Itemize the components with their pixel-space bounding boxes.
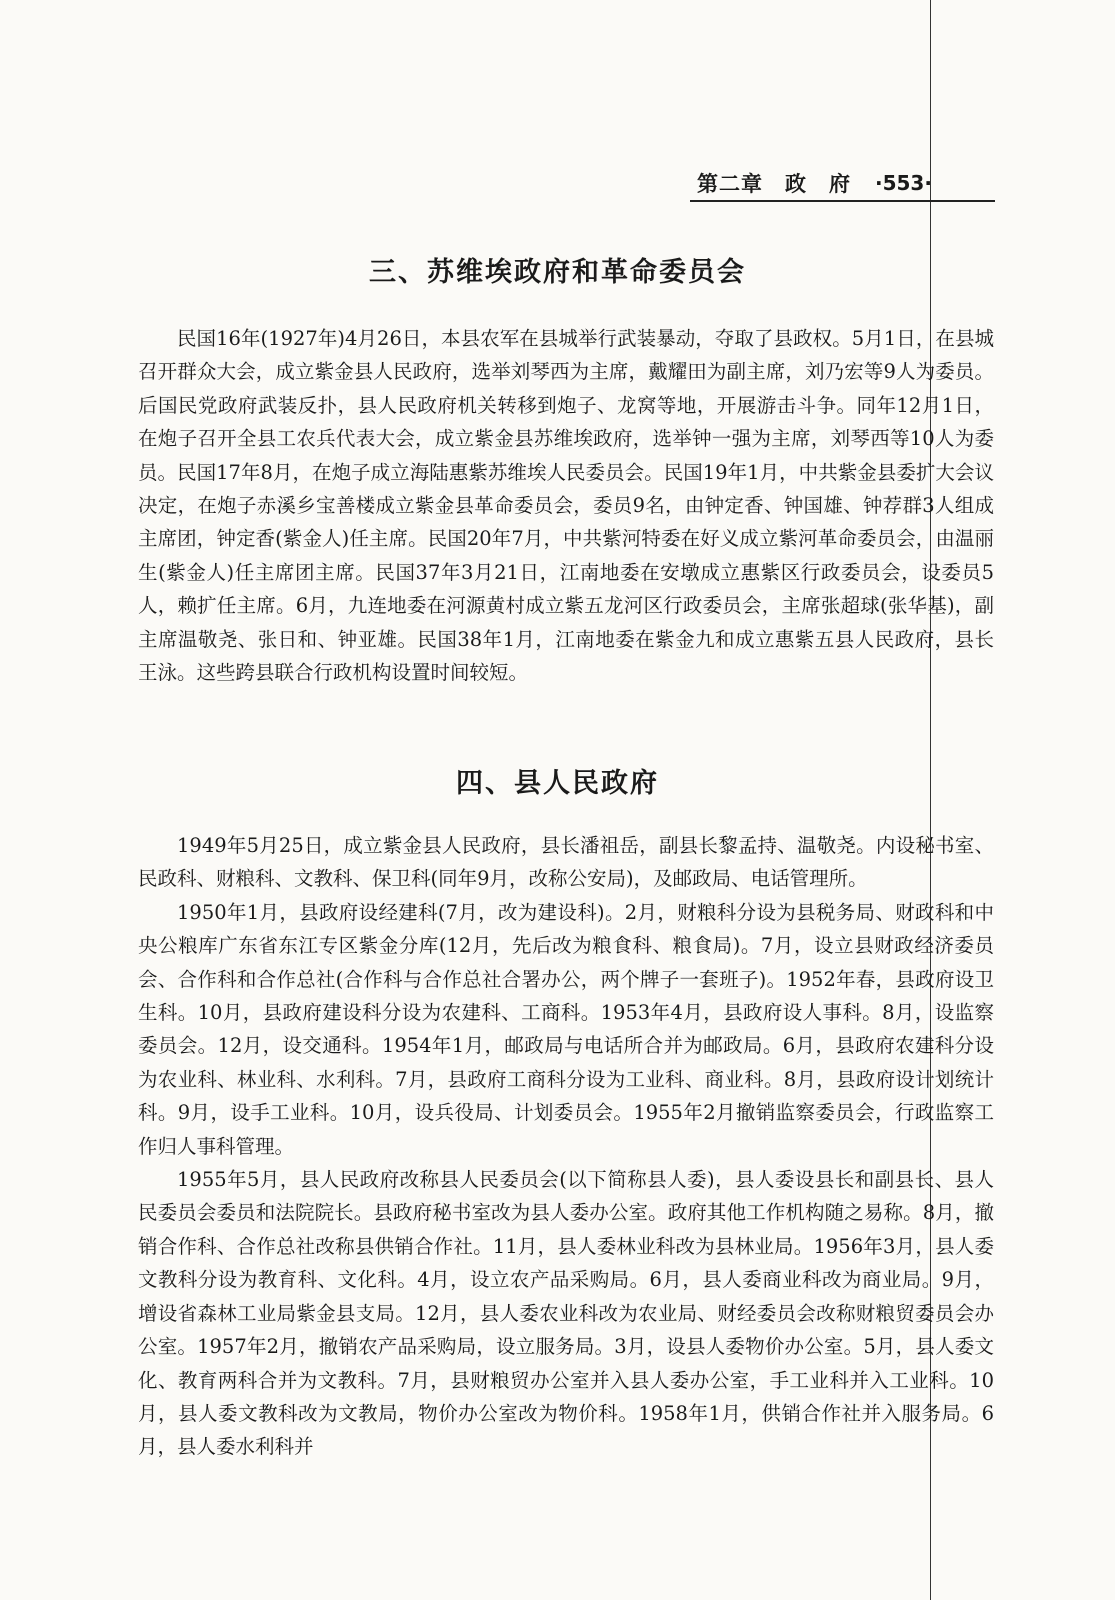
page-number: ·553·: [875, 171, 932, 195]
chapter-title: 第二章 政 府: [697, 172, 851, 196]
paragraph: 1950年1月，县政府设经建科(7月，改为建设科)。2月，财粮科分设为县税务局、财政科和中央公粮库广东省东江专区紫金分库(12月，先后改为粮食科、粮食局)。7月，设立县财政经济委员会、合作科和合作总社(合作科与合作总社合署办公，两个牌子一套班子)。1952年春，县政府设卫生科。10月，县政府建设科分设为农建科、工商科。1953年4月，县政府设人事科。8月，设监察委员会。12月，设交通科。1954年1月，邮政局与电话所合并为邮政局。6月，县政府农建科分设为农业科、林业科、水利科。7月，县政府工商科分设为工业科、商业科。8月，县政府设计划统计科。9月，设手工业科。10月，设兵役局、计划委员会。1955年2月撤销监察委员会，行政监察工作归人事科管理。: [138, 900, 994, 1158]
paragraph: 1949年5月25日，成立紫金县人民政府，县长潘祖岳，副县长黎孟持、温敬尧。内设秘书室、民政科、财粮科、文教科、保卫科(同年9月，改称公安局)，及邮政局、电话管理所。: [138, 834, 994, 891]
paragraph: 1955年5月，县人民政府改称县人民委员会(以下简称县人委)，县人委设县长和副县长、县人民委员会委员和法院院长。县政府秘书室改为县人委办公室。政府其他工作机构随之易称。8月，撤销合作科、合作总社改称县供销合作社。11月，县人委林业科改为县林业局。1956年3月，县人委文教科分设为教育科、文化科。4月，设立农产品采购局。6月，县人委商业科改为商业局。9月，增设省森林工业局紫金县支局。12月，县人委农业科改为农业局、财经委员会改称财粮贸委员会办公室。1957年2月，撤销农产品采购局，设立服务局。3月，设县人委物价办公室。5月，县人委文化、教育两科合并为文教科。7月，县财粮贸办公室并入县人委办公室，手工业科并入工业科。10月，县人委文教科改为文教局，物价办公室改为物价科。1958年1月，供销合作社并入服务局。6月，县人委水利科并: [138, 1168, 994, 1459]
paragraph: 民国16年(1927年)4月26日，本县农军在县城举行武装暴动，夺取了县政权。5月1日，在县城召开群众大会，成立紫金县人民政府，选举刘琴西为主席，戴耀田为副主席，刘乃宏等9人为委员。后国民党政府武装反扑，县人民政府机关转移到炮子、龙窝等地，开展游击斗争。同年12月1日，在炮子召开全县工农兵代表大会，成立紫金县苏维埃政府，选举钟一强为主席，刘琴西等10人为委员。民国17年8月，在炮子成立海陆惠紫苏维埃人民委员会。民国19年1月，中共紫金县委扩大会议决定，在炮子赤溪乡宝善楼成立紫金县革命委员会，委员9名，由钟定香、钟国雄、钟荐群3人组成主席团，钟定香(紫金人)任主席。民国20年7月，中共紫河特委在好义成立紫河革命委员会，由温丽生(紫金人)任主席团主席。民国37年3月21日，江南地委在安墩成立惠紫区行政委员会，设委员5人，赖扩任主席。6月，九连地委在河源黄村成立紫五龙河区行政委员会，主席张超球(张华基)，副主席温敬尧、张日和、钟亚雄。民国38年1月，江南地委在紫金九和成立惠紫五县人民政府，县长王泳。这些跨县联合行政机构设置时间较短。: [138, 327, 994, 685]
running-head: [697, 163, 997, 203]
header-rule: [690, 200, 995, 202]
section-body: [138, 829, 994, 1464]
section-heading: 四、县人民政府: [456, 768, 659, 799]
section-body: [138, 322, 994, 689]
section-heading: 三、苏维埃政府和革命委员会: [369, 257, 746, 288]
